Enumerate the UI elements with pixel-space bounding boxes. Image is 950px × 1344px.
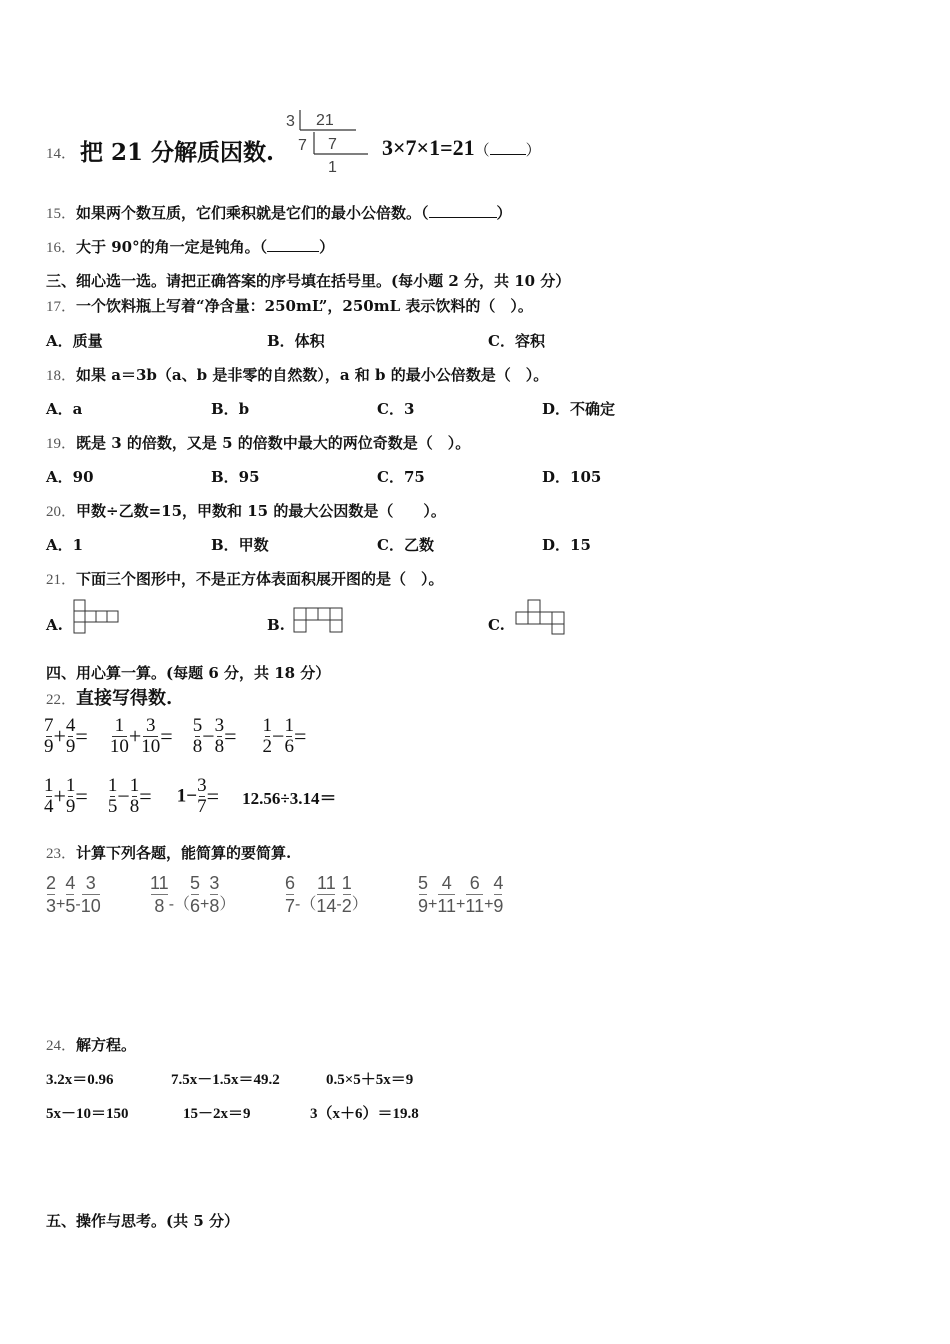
q16-answer-blank[interactable]: [267, 239, 319, 252]
numerator: 3: [214, 715, 225, 736]
fraction: [110, 716, 129, 757]
q23-expr-3: [285, 872, 368, 917]
q14-number: 14．: [46, 146, 77, 162]
q20-option-a[interactable]: A．1: [46, 536, 84, 554]
q22-row-1: [44, 716, 306, 757]
numerator: 1: [341, 873, 352, 893]
fraction: [44, 776, 54, 817]
fraction: [284, 716, 294, 757]
fraction: [263, 716, 273, 757]
q19-option-c[interactable]: C．75: [377, 468, 425, 486]
q18-option-d[interactable]: D．不确定: [542, 400, 616, 418]
denominator: 6: [284, 736, 294, 757]
operator: +: [128, 723, 142, 749]
short-division-diagram: [280, 108, 380, 178]
q20-option-c[interactable]: C．乙数: [377, 536, 434, 554]
q19-option-d[interactable]: D．105: [542, 468, 602, 486]
q16: [46, 236, 334, 257]
q22-row-2: [44, 776, 336, 817]
q24-number: 24．: [46, 1038, 77, 1054]
fraction: [65, 872, 75, 917]
section-5-heading: 五、操作与思考。(共 5 分）: [46, 1212, 239, 1230]
q14-text: 把 21 分解质因数.: [80, 139, 275, 166]
q15-text: 如果两个数互质，它们乘积就是它们的最小公倍数。（: [76, 204, 429, 222]
numerator: 1: [262, 715, 273, 736]
q16-paren-close: ）: [319, 238, 335, 256]
operator: ）: [219, 896, 236, 913]
fraction: [418, 872, 428, 917]
q19: [46, 432, 470, 453]
quotient-2: 1: [328, 159, 337, 176]
denominator: 9: [65, 796, 76, 817]
operator: +: [56, 896, 66, 913]
q22-expr-6: [107, 775, 152, 817]
denominator: 8: [214, 736, 225, 757]
fraction: [215, 716, 225, 757]
q14-answer-blank[interactable]: [490, 142, 526, 155]
denominator: 9: [418, 896, 429, 916]
fraction: [141, 716, 160, 757]
q17-number: 17．: [46, 299, 77, 315]
q18-option-b[interactable]: B．b: [211, 400, 250, 418]
fraction: [46, 872, 56, 917]
q15: [46, 202, 512, 223]
denominator: 5: [107, 796, 118, 817]
q16-text: 大于 90°的角一定是钝角。（: [76, 238, 268, 256]
denominator: 11: [437, 896, 457, 916]
operator: -（: [168, 896, 191, 913]
q24: [46, 1034, 136, 1055]
numerator: 1: [129, 775, 140, 796]
denominator: 8: [154, 896, 165, 916]
q17-option-b[interactable]: B．体积: [267, 332, 325, 350]
q15-number: 15．: [46, 206, 77, 222]
numerator: 1: [114, 715, 125, 736]
numerator: 4: [441, 873, 452, 893]
operator: +: [428, 896, 438, 913]
operator: −: [117, 783, 130, 809]
equals-sign: =: [139, 783, 152, 809]
q23-expr-4: [418, 872, 503, 917]
section-3-heading: 三、细心选一选。请把正确答案的序号填在括号里。(每小题 2 分，共 10 分）: [46, 272, 571, 290]
denominator: 7: [285, 896, 296, 916]
q15-paren-close: ）: [496, 204, 512, 222]
quotient-1: 7: [328, 136, 337, 153]
q21-option-c-label[interactable]: C.: [488, 616, 505, 634]
q21-text: 下面三个图形中，不是正方体表面积展开图的是（ ）。: [76, 570, 444, 588]
q23-text: 计算下列各题，能简算的要简算.: [76, 844, 292, 862]
q23-number: 23．: [46, 846, 77, 862]
numerator: 6: [469, 873, 480, 893]
numerator: 3: [85, 873, 96, 893]
operator: -: [75, 896, 81, 913]
q24-eq-5: 15－2x＝9: [183, 1106, 251, 1122]
numerator: 7: [44, 715, 54, 736]
q24-eq-2: 7.5x－1.5x＝49.2: [171, 1072, 280, 1088]
q17-text: 一个饮料瓶上写着“净含量：250mL”，250mL 表示饮料的（ ）。: [76, 297, 533, 315]
cube-net-b: [292, 606, 344, 636]
operator: ）: [351, 896, 368, 913]
q22-expr-5: [44, 775, 88, 817]
numerator: 1: [44, 775, 54, 796]
numerator: 5: [192, 715, 203, 736]
q21: [46, 568, 444, 589]
q22-expr-7: [176, 775, 224, 817]
operator: +: [53, 723, 66, 749]
operator: -: [336, 896, 342, 913]
divisor-2: 7: [298, 137, 307, 154]
q20-option-d[interactable]: D．15: [542, 536, 591, 554]
equals-sign: =: [293, 723, 307, 749]
q22-expr-3: [192, 715, 237, 757]
fraction: [81, 872, 101, 917]
q22-expr-1: [44, 715, 88, 757]
numerator: 6: [285, 873, 296, 893]
q24-eq-6: 3（x＋6）＝19.8: [310, 1106, 419, 1122]
fraction: [193, 716, 203, 757]
q18-option-a[interactable]: A．a: [46, 400, 83, 418]
numerator: 1: [107, 775, 118, 796]
fraction: [108, 776, 118, 817]
numerator: 4: [65, 873, 76, 893]
denominator: 8: [192, 736, 203, 757]
equals-sign: =: [160, 723, 173, 749]
q18-option-c[interactable]: C．3: [377, 400, 415, 418]
denominator: 2: [341, 896, 352, 916]
denominator: 11: [465, 896, 485, 916]
q22-expr-7-prefix: 1−: [176, 785, 198, 807]
q14-paren-close: ）: [525, 143, 541, 159]
numerator: 5: [418, 873, 429, 893]
denominator: 10: [109, 736, 129, 757]
denominator: 10: [80, 896, 101, 916]
operator: +: [456, 896, 466, 913]
numerator: 2: [46, 873, 57, 893]
denominator: 9: [44, 736, 54, 757]
dividend: 21: [316, 112, 334, 129]
q19-text: 既是 3 的倍数，又是 5 的倍数中最大的两位奇数是（ ）。: [76, 434, 471, 452]
q22-expr-2: [109, 715, 173, 757]
q20-text: 甲数÷乙数=15，甲数和 15 的最大公因数是（ ）。: [76, 502, 446, 520]
denominator: 9: [65, 736, 76, 757]
q22-expr-8: 12.56÷3.14＝: [242, 789, 337, 808]
q19-number: 19．: [46, 436, 77, 452]
q14-result-text: 3×7×1=21: [382, 135, 475, 160]
denominator: 4: [44, 796, 54, 817]
q20: [46, 500, 446, 521]
q19-option-b[interactable]: B．95: [211, 468, 260, 486]
fraction: [437, 872, 456, 917]
q24-text: 解方程。: [76, 1036, 137, 1054]
section-4-heading: 四、用心算一算。(每题 6 分，共 18 分）: [46, 664, 331, 682]
equals-sign: =: [75, 723, 88, 749]
q19-option-a[interactable]: A．90: [46, 468, 94, 486]
q15-answer-blank[interactable]: [429, 205, 497, 218]
denominator: 8: [209, 896, 220, 916]
q17-option-c[interactable]: C．容积: [488, 332, 545, 350]
fraction: [150, 872, 169, 917]
q14-paren-open: （: [474, 143, 490, 159]
numerator: 1: [65, 775, 76, 796]
fraction: [285, 872, 295, 917]
q21-number: 21．: [46, 572, 77, 588]
q22-expr-7-equals: =: [206, 783, 220, 809]
numerator: 11: [317, 873, 336, 893]
denominator: 8: [129, 796, 140, 817]
denominator: 6: [190, 896, 201, 916]
fraction: [190, 872, 200, 917]
q21-option-a-label[interactable]: A.: [46, 616, 63, 634]
cube-net-c: [513, 598, 567, 636]
numerator: 1: [284, 715, 294, 736]
q23-expr-2: [150, 872, 235, 917]
fraction: [197, 776, 207, 817]
q22: [46, 684, 172, 710]
q16-number: 16．: [46, 240, 77, 256]
denominator: 10: [141, 736, 161, 757]
operator: −: [202, 723, 215, 749]
equals-sign: =: [75, 783, 88, 809]
q14: [46, 108, 606, 178]
numerator: 4: [493, 873, 504, 893]
q18-text: 如果 a＝3b（a、b 是非零的自然数），a 和 b 的最小公倍数是（ ）。: [76, 366, 549, 384]
q24-eq-4: 5x－10＝150: [46, 1106, 129, 1122]
q24-eq-1: 3.2x＝0.96: [46, 1072, 114, 1088]
q21-option-b-label[interactable]: B.: [267, 616, 285, 634]
operator: +: [200, 896, 210, 913]
denominator: 2: [262, 736, 273, 757]
numerator: 4: [65, 715, 76, 736]
fraction: [209, 872, 219, 917]
numerator: 3: [209, 873, 220, 893]
q14-result: [382, 135, 541, 161]
q17: [46, 295, 533, 316]
operator: -（: [295, 896, 317, 913]
fraction: [44, 716, 54, 757]
fraction: [465, 872, 484, 917]
denominator: 5: [65, 896, 76, 916]
q20-number: 20．: [46, 504, 77, 520]
fraction: [316, 872, 336, 917]
q18: [46, 364, 548, 385]
operator: −: [272, 723, 285, 749]
fraction: [493, 872, 503, 917]
cube-net-a: [72, 598, 124, 636]
q20-option-b[interactable]: B．甲数: [211, 536, 269, 554]
equals-sign: =: [224, 723, 237, 749]
denominator: 9: [493, 896, 504, 916]
numerator: 11: [150, 873, 169, 893]
numerator: 5: [190, 873, 201, 893]
fraction: [342, 872, 352, 917]
q23: [46, 842, 291, 863]
operator: +: [484, 896, 494, 913]
fraction: [66, 716, 76, 757]
numerator: 3: [146, 715, 156, 736]
q24-eq-3: 0.5×5＋5x＝9: [326, 1072, 414, 1088]
denominator: 7: [197, 796, 207, 817]
q18-number: 18．: [46, 368, 77, 384]
q22-expr-4: [262, 715, 307, 757]
q23-expr-1: [46, 872, 101, 917]
operator: +: [53, 783, 66, 809]
denominator: 14: [316, 896, 337, 916]
divisor-1: 3: [286, 113, 295, 130]
fraction: [130, 776, 140, 817]
fraction: [66, 776, 76, 817]
q22-number: 22．: [46, 692, 77, 708]
denominator: 3: [46, 896, 57, 916]
q17-option-a[interactable]: A．质量: [46, 332, 103, 350]
q22-text: 直接写得数.: [76, 688, 173, 709]
numerator: 3: [197, 775, 207, 796]
